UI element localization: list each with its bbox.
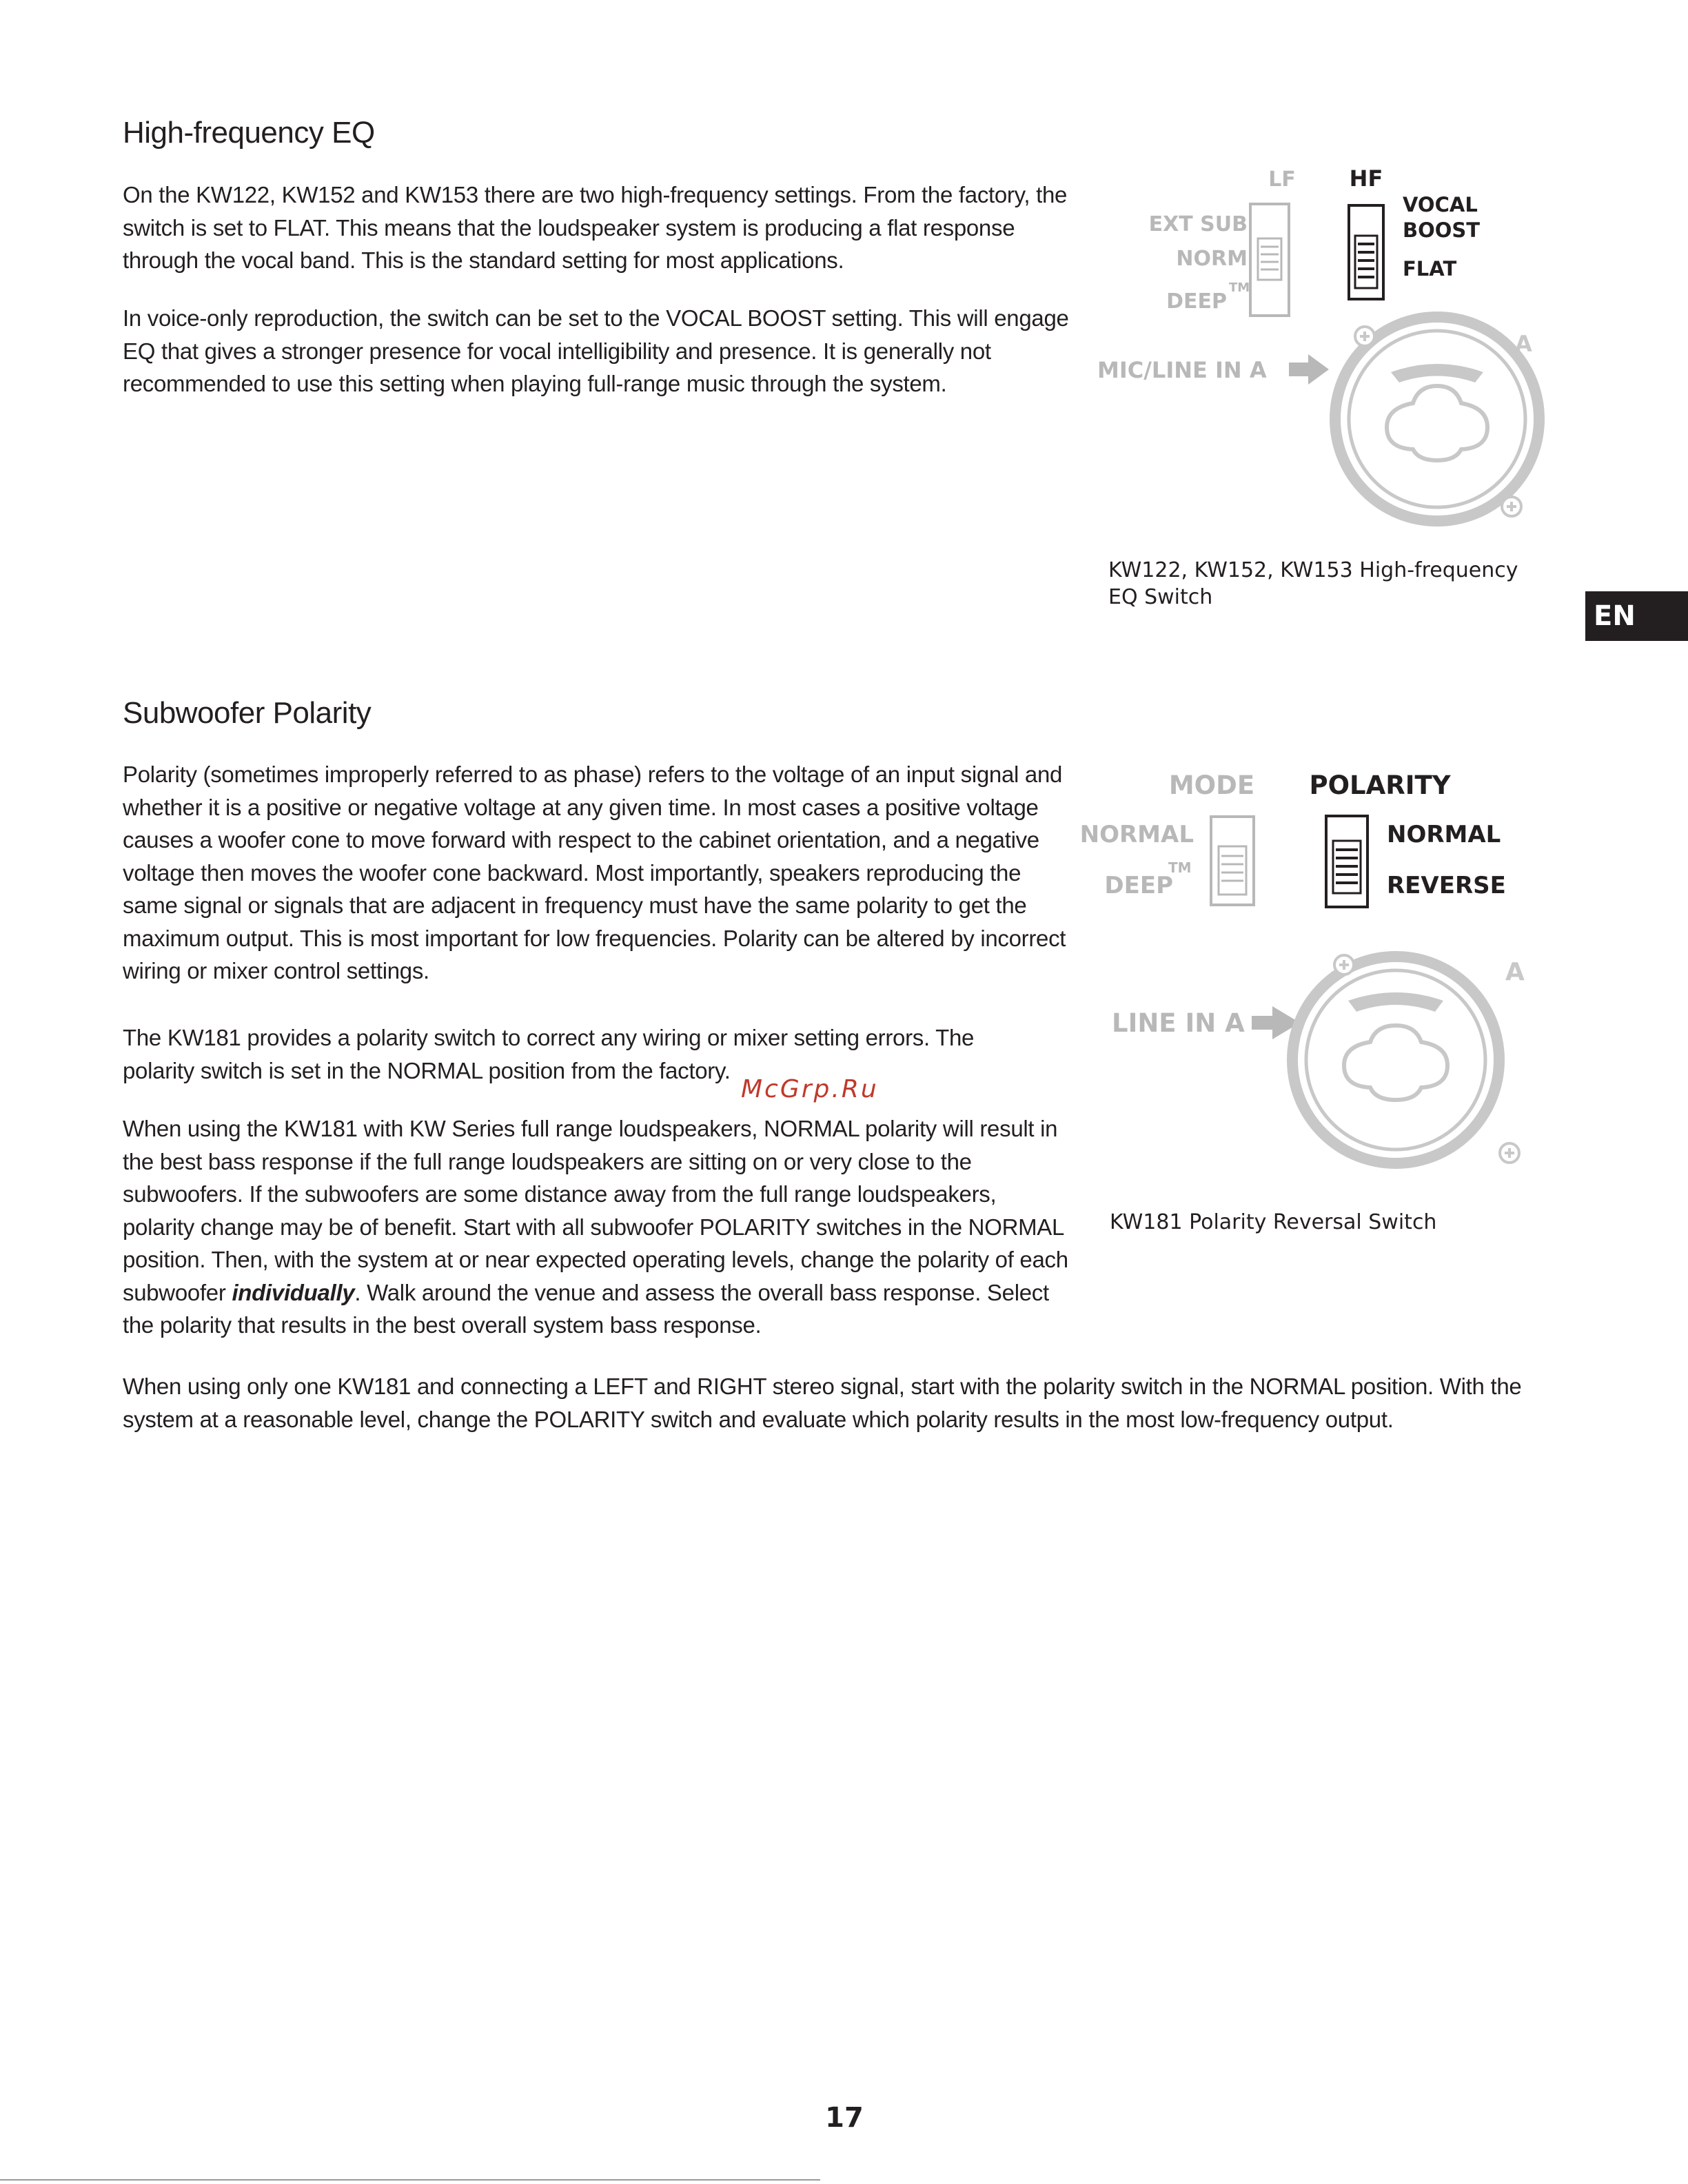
mic-line-in-a-label: MIC/LINE IN A (1097, 357, 1267, 383)
hf-switch-label: HF (1349, 165, 1383, 192)
hf-paragraph-2: In voice-only reproduction, the switch can be set to the VOCAL BOOST setting. This will engage EQ that gives a stronger presence for vocal intelligibility and presence. It is generally not recommended to use this setting when playing full-range music through the system. (123, 305, 1069, 396)
lf-switch-label: LF (1268, 167, 1296, 192)
xlr-combo-jack-icon (1335, 317, 1539, 521)
watermark: McGrp.Ru (741, 1075, 879, 1103)
hf-eq-switch-figure (1089, 152, 1585, 538)
polarity-paragraph-4: When using only one KW181 and connecting a LEFT and RIGHT stereo signal, start with the polarity switch in the NORMAL position. With the system at a reasonable level, change the POLARITY switch and evaluate which polarity results in the most low-frequency output. (123, 1374, 1522, 1432)
hf-figure-caption (1108, 557, 1536, 611)
hf-caption-line-2: EQ Switch (1108, 585, 1213, 609)
polarity-paragraph-3-text: When using the KW181 with KW Series full range loudspeakers, NORMAL polarity will result in the best bass response if the full range loudspeakers are sitting on or very close to the subwoofers. If the subwoofers are some distance away from the full range loudspeakers, polarity change may be of benefit. Start with all subwoofer POLARITY switches in the NORMAL position. Then, with the system at or near expected operating levels, change the polarity of each subwoofer (123, 1116, 1068, 1305)
polarity-paragraph-2: The KW181 provides a polarity switch to correct any wiring or mixer setting errors. The polarity switch is set in the NORMAL position from the factory. (123, 1025, 975, 1083)
polarity-paragraph-3-end: . Walk around the venue and assess the overall bass response. Select the polarity that results in the best overall system bass response. (123, 1279, 1049, 1338)
language-tab: EN (1585, 591, 1688, 641)
bottom-rule (0, 2179, 820, 2181)
line-in-a-label: LINE IN A (1112, 1008, 1245, 1038)
mode-option-normal: NORMAL (1079, 821, 1194, 848)
page-number: 17 (825, 2102, 864, 2134)
hf-option-flat: FLAT (1403, 257, 1457, 280)
polarity-figure-caption: KW181 Polarity Reversal Switch (1110, 1210, 1437, 1234)
hf-caption-line-1: KW122, KW152, KW153 High-frequency (1108, 558, 1518, 582)
polarity-switch-label: POLARITY (1309, 770, 1451, 800)
polarity-slide-switch (1326, 816, 1367, 907)
hf-slide-switch (1349, 205, 1383, 299)
section-heading-subwoofer-polarity: Subwoofer Polarity (123, 696, 372, 730)
section-heading-hf-eq: High-frequency EQ (123, 116, 375, 150)
lf-trademark: TM (1229, 280, 1250, 295)
jack-letter-a: A (1505, 958, 1525, 986)
xlr-combo-jack-icon (1292, 955, 1519, 1163)
mode-option-deep: DEEP (1104, 872, 1173, 899)
polarity-paragraph-3 (123, 1112, 1072, 1342)
polarity-option-reverse: REVERSE (1387, 872, 1506, 899)
mode-slide-switch (1211, 817, 1254, 905)
hf-paragraph-1: On the KW122, KW152 and KW153 there are two high-frequency settings. From the factory, the switch is set to FLAT. This means that the loudspeaker system is producing a flat response through the vocal band. This is the standard setting for most applications. (123, 182, 1068, 273)
jack-letter-a: A (1515, 331, 1532, 357)
polarity-switch-figure (1061, 758, 1585, 1185)
lf-option-deep: DEEP (1166, 289, 1227, 314)
arrow-right-icon (1289, 354, 1329, 385)
lf-option-ext-sub: EXT SUB (1148, 212, 1248, 236)
polarity-option-normal: NORMAL (1387, 821, 1501, 848)
polarity-paragraph-1: Polarity (sometimes improperly referred to as phase) refers to the voltage of an input signal and whether it is a positive or negative voltage at any given time. In most cases a positive voltage causes a woofer cone to move forward with respect to the cabinet orientation, and a negative voltage then moves the woofer cone backward. Most importantly, speakers reproducing the same signal or signals that are adjacent in frequency must have the same polarity to get the maximum output. This is most important for low frequencies. Polarity can be altered by incorrect wiring or mixer control settings. (123, 762, 1066, 983)
hf-option-boost: BOOST (1403, 218, 1481, 242)
mode-trademark: TM (1168, 859, 1192, 876)
emphasis-individually: individually (232, 1279, 355, 1305)
hf-option-vocal: VOCAL (1403, 193, 1478, 216)
lf-slide-switch (1250, 204, 1289, 316)
lf-option-norm: NORM (1176, 247, 1248, 271)
mode-switch-label: MODE (1168, 770, 1255, 800)
